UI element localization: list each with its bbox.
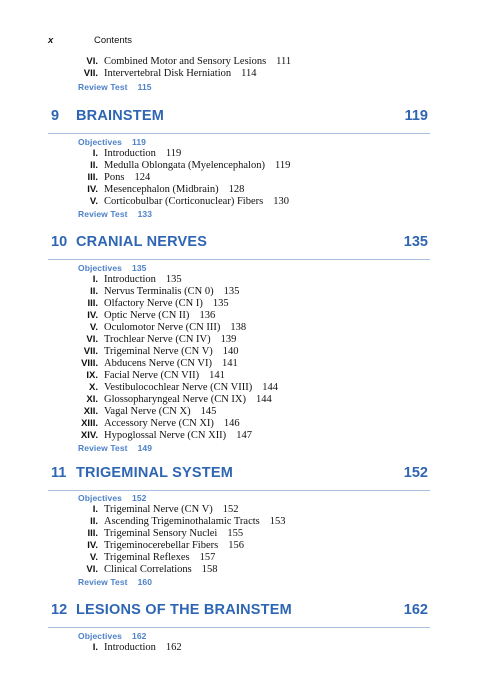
section-page: 141 [209,370,225,381]
section-page: 144 [256,394,272,405]
chapter-page: 135 [403,234,428,250]
toc-entry [92,148,182,160]
toc-entry [89,552,216,564]
section-title: Trigeminal Nerve (CN V) [104,346,213,357]
toc-entry [89,322,247,334]
toc-entry [92,274,182,286]
objectives-label: Objectives [78,137,122,147]
toc-entry [86,56,292,68]
section-page: 162 [165,642,182,653]
section-title: Trigeminal Nerve (CN V) [104,504,213,515]
chapter-heading [48,105,430,134]
section-page: 140 [222,346,239,357]
section-numeral: III. [87,172,98,183]
section-numeral: X. [89,382,98,393]
section-page: 152 [222,504,239,515]
section-numeral: II. [90,516,98,527]
objectives-page: 119 [132,137,147,147]
section-page: 147 [236,430,252,441]
section-numeral: XIII. [81,418,98,429]
objectives-entry [78,262,146,274]
section-numeral: III. [87,528,98,539]
section-page: 128 [228,184,245,195]
objectives-label: Objectives [78,493,122,503]
section-page: 119 [165,148,182,159]
section-page: 136 [199,310,216,321]
section-title: Medulla Oblongata (Myelencephalon) [104,160,265,171]
section-page: 124 [134,172,151,183]
section-page: 135 [165,274,182,285]
running-title: Contents [94,35,133,46]
section-numeral: I. [92,504,98,515]
section-title: Introduction [104,642,156,653]
toc-entry [89,196,289,208]
section-numeral: V. [89,196,98,207]
section-page: 157 [199,552,216,563]
toc-entry [87,540,244,552]
objectives-entry [78,136,146,148]
section-page: 135 [223,286,240,297]
section-numeral: XI. [86,394,98,405]
section-numeral: IX. [86,370,98,381]
section-numeral: VI. [86,334,98,345]
section-title: Vagal Nerve (CN X) [104,406,191,417]
section-page: 158 [201,564,218,575]
toc-entry [87,298,229,310]
section-numeral: VII. [83,346,98,357]
section-numeral: XIV. [80,430,98,441]
review-test-label: Review Test [78,577,128,587]
toc-entry [92,642,182,654]
chapter-heading [48,462,430,491]
chapter-title: LESIONS OF THE BRAINSTEM [76,602,292,618]
toc-entry [87,184,245,196]
section-page: 144 [262,382,278,393]
section-title: Trigeminal Reflexes [104,552,190,563]
objectives-page: 162 [132,631,147,641]
section-page: 138 [230,322,247,333]
toc-entry [89,382,278,394]
toc-entry [87,172,151,184]
chapter-title: TRIGEMINAL SYSTEM [76,465,234,481]
page-number: x [48,35,54,46]
chapter-number: 10 [51,234,68,250]
section-numeral: XII. [83,406,98,417]
toc-entry [81,358,238,370]
toc-entry [80,430,252,442]
chapter-title: BRAINSTEM [76,108,164,124]
chapter-heading [48,231,430,260]
section-page: 156 [228,540,244,551]
objectives-entry [78,630,146,642]
review-test-entry [78,81,152,93]
toc-entry [87,528,244,540]
section-title: Pons [104,172,125,183]
section-numeral: IV. [87,184,98,195]
toc-entry [90,286,240,298]
section-page: 141 [221,358,238,369]
toc-entry [86,394,272,406]
section-title: Ascending Trigeminothalamic Tracts [104,516,260,527]
toc-entry [86,370,225,382]
review-test-entry [78,208,152,220]
section-page: 146 [223,418,240,429]
section-numeral: V. [89,552,98,563]
chapter-title: CRANIAL NERVES [76,234,208,250]
section-page: 130 [273,196,289,207]
section-title: Introduction [104,274,156,285]
objectives-entry [78,492,146,504]
section-numeral: I. [92,274,98,285]
chapter-number: 12 [51,602,68,618]
section-numeral: VI. [86,56,98,67]
section-title: Intervertebral Disk Herniation [104,68,232,79]
toc-entry [83,68,257,80]
section-title: Olfactory Nerve (CN I) [104,298,203,309]
review-test-page: 133 [137,209,153,219]
review-test-entry [78,576,152,588]
chapter-heading [48,599,430,628]
section-page: 145 [200,406,217,417]
section-numeral: I. [92,148,98,159]
section-page: 155 [227,528,244,539]
section-numeral: I. [92,642,98,653]
section-title: Facial Nerve (CN VII) [104,370,200,381]
review-test-page: 115 [137,82,152,92]
section-title: Combined Motor and Sensory Lesions [104,56,267,67]
section-title: Optic Nerve (CN II) [104,310,190,321]
section-numeral: V. [89,322,98,333]
section-title: Abducens Nerve (CN VI) [104,358,212,369]
section-numeral: VII. [83,68,98,79]
toc-entry [90,160,291,172]
section-page: 153 [269,516,286,527]
section-page: 139 [220,334,237,345]
objectives-label: Objectives [78,631,122,641]
section-title: Nervus Terminalis (CN 0) [104,286,214,297]
objectives-label: Objectives [78,263,122,273]
section-title: Trigeminocerebellar Fibers [104,540,219,551]
section-title: Clinical Correlations [104,564,192,575]
chapter-page: 119 [404,108,428,124]
toc-entry [86,334,237,346]
section-numeral: IV. [87,540,98,551]
section-title: Accessory Nerve (CN XI) [104,418,214,429]
toc-entry [81,418,240,430]
chapter-number: 9 [51,108,60,124]
toc-entry [83,346,239,358]
review-test-label: Review Test [78,82,128,92]
section-page: 114 [241,68,257,79]
section-numeral: II. [90,286,98,297]
section-numeral: II. [90,160,98,171]
toc-entry [92,504,239,516]
toc-entry [83,406,217,418]
toc-entry [86,564,218,576]
section-title: Mesencephalon (Midbrain) [104,184,219,195]
chapter-number: 11 [51,465,67,481]
review-test-label: Review Test [78,209,128,219]
section-title: Trochlear Nerve (CN IV) [104,334,211,345]
section-numeral: III. [87,298,98,309]
objectives-page: 152 [132,493,147,503]
section-numeral: VIII. [81,358,98,369]
section-title: Trigeminal Sensory Nuclei [104,528,218,539]
review-test-page: 149 [137,443,153,453]
section-title: Glossopharyngeal Nerve (CN IX) [104,394,247,405]
section-title: Hypoglossal Nerve (CN XII) [104,430,227,441]
review-test-entry [78,442,152,454]
chapter-page: 152 [403,465,428,481]
section-numeral: VI. [86,564,98,575]
review-test-page: 160 [137,577,153,587]
section-title: Vestibulocochlear Nerve (CN VIII) [104,382,253,393]
section-title: Oculomotor Nerve (CN III) [104,322,221,333]
section-title: Corticobulbar (Corticonuclear) Fibers [104,196,264,207]
objectives-page: 135 [132,263,147,273]
toc-entry [90,516,286,528]
section-page: 119 [274,160,291,171]
review-test-label: Review Test [78,443,128,453]
chapter-page: 162 [403,602,428,618]
section-numeral: IV. [87,310,98,321]
section-page: 111 [276,56,292,67]
section-page: 135 [212,298,229,309]
toc-entry [87,310,216,322]
section-title: Introduction [104,148,156,159]
